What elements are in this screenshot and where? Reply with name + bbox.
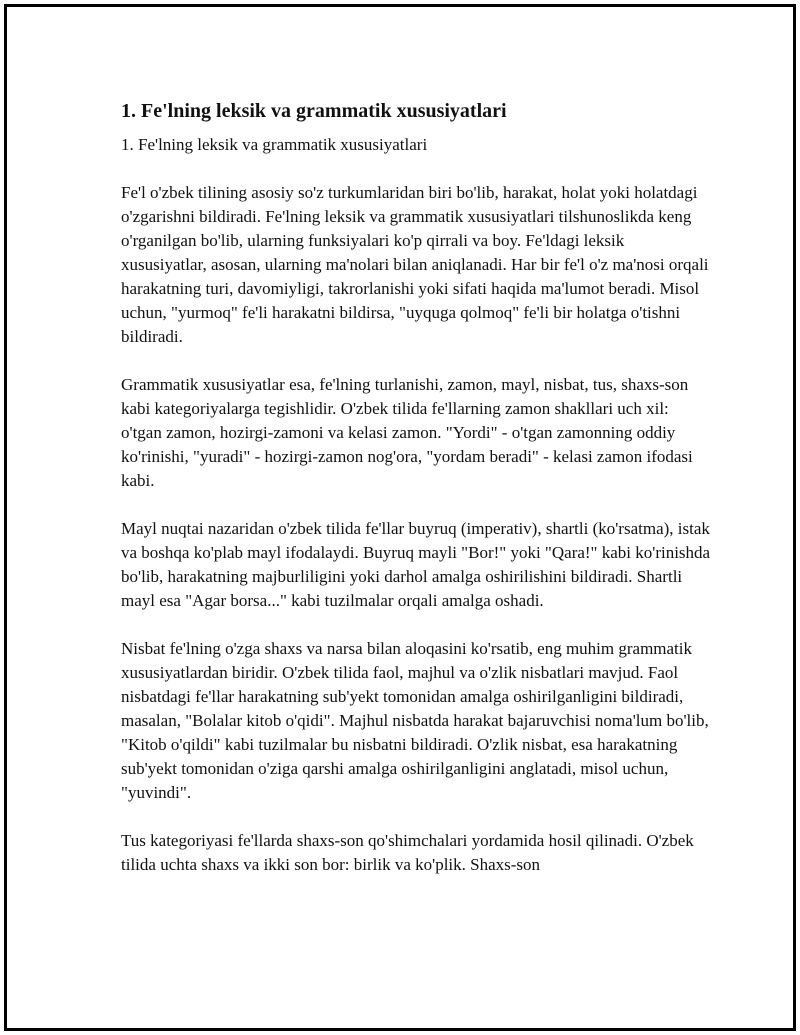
- page-frame: [4, 4, 796, 1031]
- document-title: 1. Fe'lning leksik va grammatik xususiyatlari: [121, 100, 507, 122]
- paragraph-mood: Mayl nuqtai nazaridan o'zbek tilida fe'llar buyruq (imperativ), shartli (ko'rsatma), istak va boshqa ko'plab mayl ifodalaydi. Buyruq mayli "Bor!" yoki "Qara!" kabi ko'rinishda bo'lib, harakatning majburliligini yoki darhol amalga oshirilishini bildiradi. Shartli mayl esa "Agar borsa..." kabi tuzilmalar orqali amalga oshadi.: [121, 519, 711, 610]
- document-subtitle: 1. Fe'lning leksik va grammatik xususiyatlari: [121, 135, 428, 154]
- paragraph-person-number: Tus kategoriyasi fe'llarda shaxs-son qo'shimchalari yordamida hosil qilinadi. O'zbek tilida uchta shaxs va ikki son bor: birlik va ko'plik. Shaxs-son: [121, 831, 694, 874]
- paragraph-grammatical-features: Grammatik xususiyatlar esa, fe'lning turlanishi, zamon, mayl, nisbat, tus, shaxs-son kabi kategoriyalarga tegishlidir. O'zbek tilida fe'llarning zamon shakllari uch xil: o'tgan zamon, hozirgi-zamoni va kelasi zamon. "Yordi" - o'tgan zamonning oddiy ko'rinishi, "yuradi" - hozirgi-zamon nog'ora, "yordam beradi" - kelasi zamon ifodasi kabi.: [121, 375, 693, 490]
- document-content: [121, 99, 711, 901]
- paragraph-voice: Nisbat fe'lning o'zga shaxs va narsa bilan aloqasini ko'rsatib, eng muhim grammatik xususiyatlardan biridir. O'zbek tilida faol, majhul va o'zlik nisbatlari mavjud. Faol nisbatdagi fe'llar harakatning sub'yekt tomonidan amalga oshirilganligini bildiradi, masalan, "Bolalar kitob o'qidi". Majhul nisbatda harakat bajaruvchisi noma'lum bo'lib, "Kitob o'qildi" kabi tuzilmalar bu nisbatni bildiradi. O'zlik nisbat, esa harakatning sub'yekt tomonidan o'ziga qarshi amalga oshirilganligini anglatadi, misol uchun, "yuvindi".: [121, 639, 709, 802]
- paragraph-verb-definition: Fe'l o'zbek tilining asosiy so'z turkumlaridan biri bo'lib, harakat, holat yoki holatdagi o'zgarishni bildiradi. Fe'lning leksik va grammatik xususiyatlari tilshunoslikda keng o'rganilgan bo'lib, ularning funksiyalari ko'p qirrali va boy. Fe'ldagi leksik xususiyatlar, asosan, ularning ma'nolari bilan aniqlanadi. Har bir fe'l o'z ma'nosi orqali harakatning turi, davomiyligi, takrorlanishi yoki sifati haqida ma'lumot beradi. Misol uchun, "yurmoq" fe'li harakatni bildirsa, "uyquga qolmoq" fe'li bir holatga o'tishni bildiradi.: [121, 183, 709, 346]
